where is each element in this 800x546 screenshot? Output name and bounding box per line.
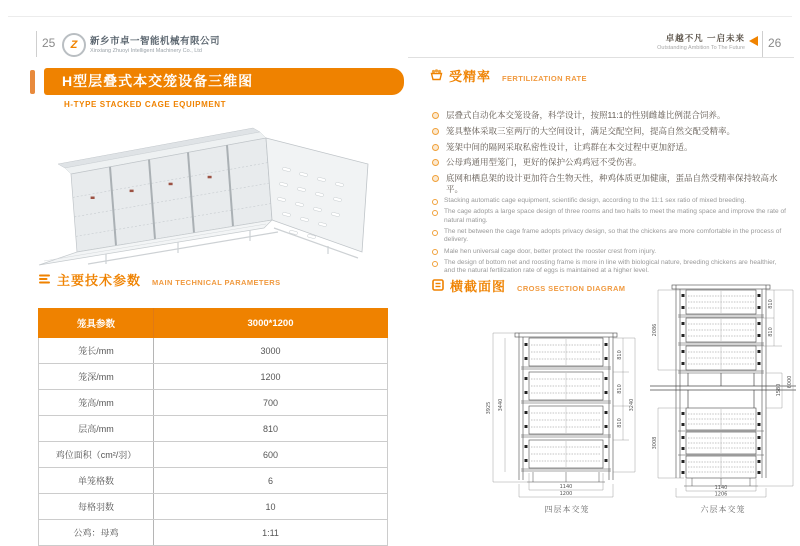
logo-icon: Z [62, 33, 86, 57]
list-item [432, 228, 788, 244]
row-value: 1:11 [154, 520, 388, 546]
bullet-text: The design of bottom net and roosting frame is more in line with biological nature, breeding chickens are healthier, and the natural fertilization rate of eggs is maintained at a higher level. [444, 259, 777, 275]
table-header-row [39, 309, 388, 338]
cage-tiers [521, 338, 611, 482]
page-number-right: 26 [768, 36, 782, 50]
bullet-icon [432, 249, 438, 255]
bullet-icon [432, 112, 439, 119]
bullet-icon [432, 159, 439, 166]
cage-3d-render [28, 112, 412, 270]
list-item [432, 173, 788, 194]
page-edge-line [8, 16, 792, 17]
dim-upper-stack: 2086 [652, 323, 658, 337]
six-tier-diagram [648, 282, 798, 500]
row-label: 单笼格数 [39, 468, 154, 494]
row-label: 笼深/mm [39, 364, 154, 390]
bullet-icon [432, 175, 439, 182]
dim-tier: 810 [617, 350, 623, 360]
dim-walkway: 1580 [776, 383, 782, 397]
row-value: 600 [154, 442, 388, 468]
list-item [432, 157, 788, 168]
dim-overall-height: 3925 [486, 401, 492, 415]
dim-tier: 810 [617, 418, 623, 428]
dim-tier: 810 [768, 327, 774, 337]
slogan-en: Outstanding Ambition To The Future [657, 45, 745, 51]
bullet-text: The net between the cage frame adopts privacy design, so that the chickens are more comfortable in the process of delivery. [444, 228, 782, 244]
document-icon [432, 279, 444, 291]
dim-overall-height: 6000 [787, 375, 793, 389]
bullet-icon [432, 261, 438, 267]
row-value: 1200 [154, 364, 388, 390]
dim-outer-width: 1200 [559, 491, 573, 497]
bullet-text: 底网和栖息架的设计更加符合生物天性，种鸡体质更加健康，蛋品自然受精率保持较高水平。 [446, 173, 778, 194]
row-value: 3000 [154, 338, 388, 364]
row-label: 笼长/mm [39, 338, 154, 364]
bullet-text: Stacking automatic cage equipment, scientific design, according to the 11:1 sex ratio of mixed breeding. [444, 197, 747, 204]
bullet-icon [432, 210, 438, 216]
bullet-text: 笼具整体采取三室两厅的大空间设计，满足交配空间，提高自然交配受精率。 [446, 125, 736, 136]
table-row [39, 364, 388, 390]
flag-icon [749, 36, 758, 46]
row-label: 笼高/mm [39, 390, 154, 416]
list-item [432, 259, 788, 275]
row-value: 700 [154, 390, 388, 416]
row-value: 810 [154, 416, 388, 442]
row-label: 鸡位面积（cm²/羽） [39, 442, 154, 468]
company-logo [62, 33, 86, 57]
table-row [39, 468, 388, 494]
bullet-text: 公母鸡通用型笼门，更好的保护公鸡鸡冠不受伤害。 [446, 157, 642, 168]
slogan-cn: 卓越不凡 一启未来 [665, 33, 745, 43]
cross-header-en: CROSS SECTION DIAGRAM [517, 284, 626, 293]
list-item [432, 142, 788, 153]
table-row [39, 416, 388, 442]
row-value: 10 [154, 494, 388, 520]
bullet-icon [432, 144, 439, 151]
dim-inner-width: 1140 [714, 485, 728, 491]
banner-accent-bar [30, 70, 35, 94]
dim-tier: 810 [617, 384, 623, 394]
fertilization-header-cn: 受精率 [449, 69, 492, 84]
bullet-icon [432, 128, 439, 135]
cross-section-header [432, 276, 625, 295]
bullet-text: Male hen universal cage door, better protect the rooster crest from injury. [444, 247, 657, 255]
dim-right-height: 3240 [629, 398, 635, 412]
dim-lower-stack: 3008 [652, 436, 658, 450]
cage-front-face [71, 138, 272, 252]
table-row [39, 390, 388, 416]
company-name-cn: 新乡市卓一智能机械有限公司 [90, 36, 221, 47]
bullet-text: 层叠式自动化本交笼设备，科学设计，按照11:1的性别雌雄比例混合饲养。 [446, 110, 726, 120]
table-row [39, 494, 388, 520]
list-item [432, 248, 788, 256]
dimension-lines [493, 333, 635, 497]
six-tier-label: 六层本交笼 [700, 505, 746, 514]
page-number-left: 25 [42, 36, 56, 50]
dim-outer-width: 1206 [714, 491, 728, 498]
four-tier-label: 四层本交笼 [544, 505, 590, 514]
bullets-cn [432, 110, 788, 200]
cross-header-cn: 横截面图 [450, 279, 507, 294]
page-title: H型层叠式本交笼设备三维图 [44, 68, 404, 95]
four-tier-diagram [483, 328, 651, 500]
dim-stack-height: 3440 [498, 398, 504, 412]
dim-tier: 810 [768, 299, 774, 309]
row-label: 层高/mm [39, 416, 154, 442]
params-header-cn: 主要技术参数 [57, 273, 142, 288]
bullet-icon [432, 199, 438, 205]
params-section-header [38, 270, 281, 289]
row-label: 公鸡：母鸡 [39, 520, 154, 546]
table-row [39, 338, 388, 364]
page-subtitle: H-TYPE STACKED CAGE EQUIPMENT [64, 100, 227, 109]
bullet-icon [432, 230, 438, 236]
dim-inner-width: 1140 [559, 484, 573, 490]
bullet-text: 笼架中间的隔网采取私密性设计，让鸡群在本交过程中更加舒适。 [446, 141, 693, 152]
list-item [432, 126, 788, 137]
right-page-rule [408, 57, 794, 58]
slogan-block [620, 32, 745, 51]
list-icon [38, 273, 51, 285]
table-header-param: 笼具参数 [39, 309, 154, 338]
params-header-en: MAIN TECHNICAL PARAMETERS [152, 278, 281, 287]
bullets-en [432, 197, 788, 279]
fertilization-section-header [430, 66, 587, 85]
egg-basket-icon [430, 68, 443, 81]
walkway-slab [650, 373, 796, 408]
fertilization-header-en: FERTILIZATION RATE [502, 74, 587, 83]
row-value: 6 [154, 468, 388, 494]
dimension-lines [658, 290, 793, 497]
table-header-model: 3000*1200 [154, 309, 388, 338]
list-item [432, 197, 788, 205]
bullet-text: The cage adopts a large space design of three rooms and two halls to meet the mating space and improve the rate of natural mating. [444, 208, 786, 224]
table-row [39, 442, 388, 468]
company-name-en: Xinxiang Zhuoyi Intelligent Machinery Co., Ltd [90, 48, 202, 54]
company-block [90, 33, 220, 54]
list-item [432, 208, 788, 224]
parameters-table [38, 308, 388, 546]
header-divider-left [36, 31, 37, 57]
header-divider-right [762, 31, 763, 57]
row-label: 每格羽数 [39, 494, 154, 520]
list-item [432, 110, 788, 121]
